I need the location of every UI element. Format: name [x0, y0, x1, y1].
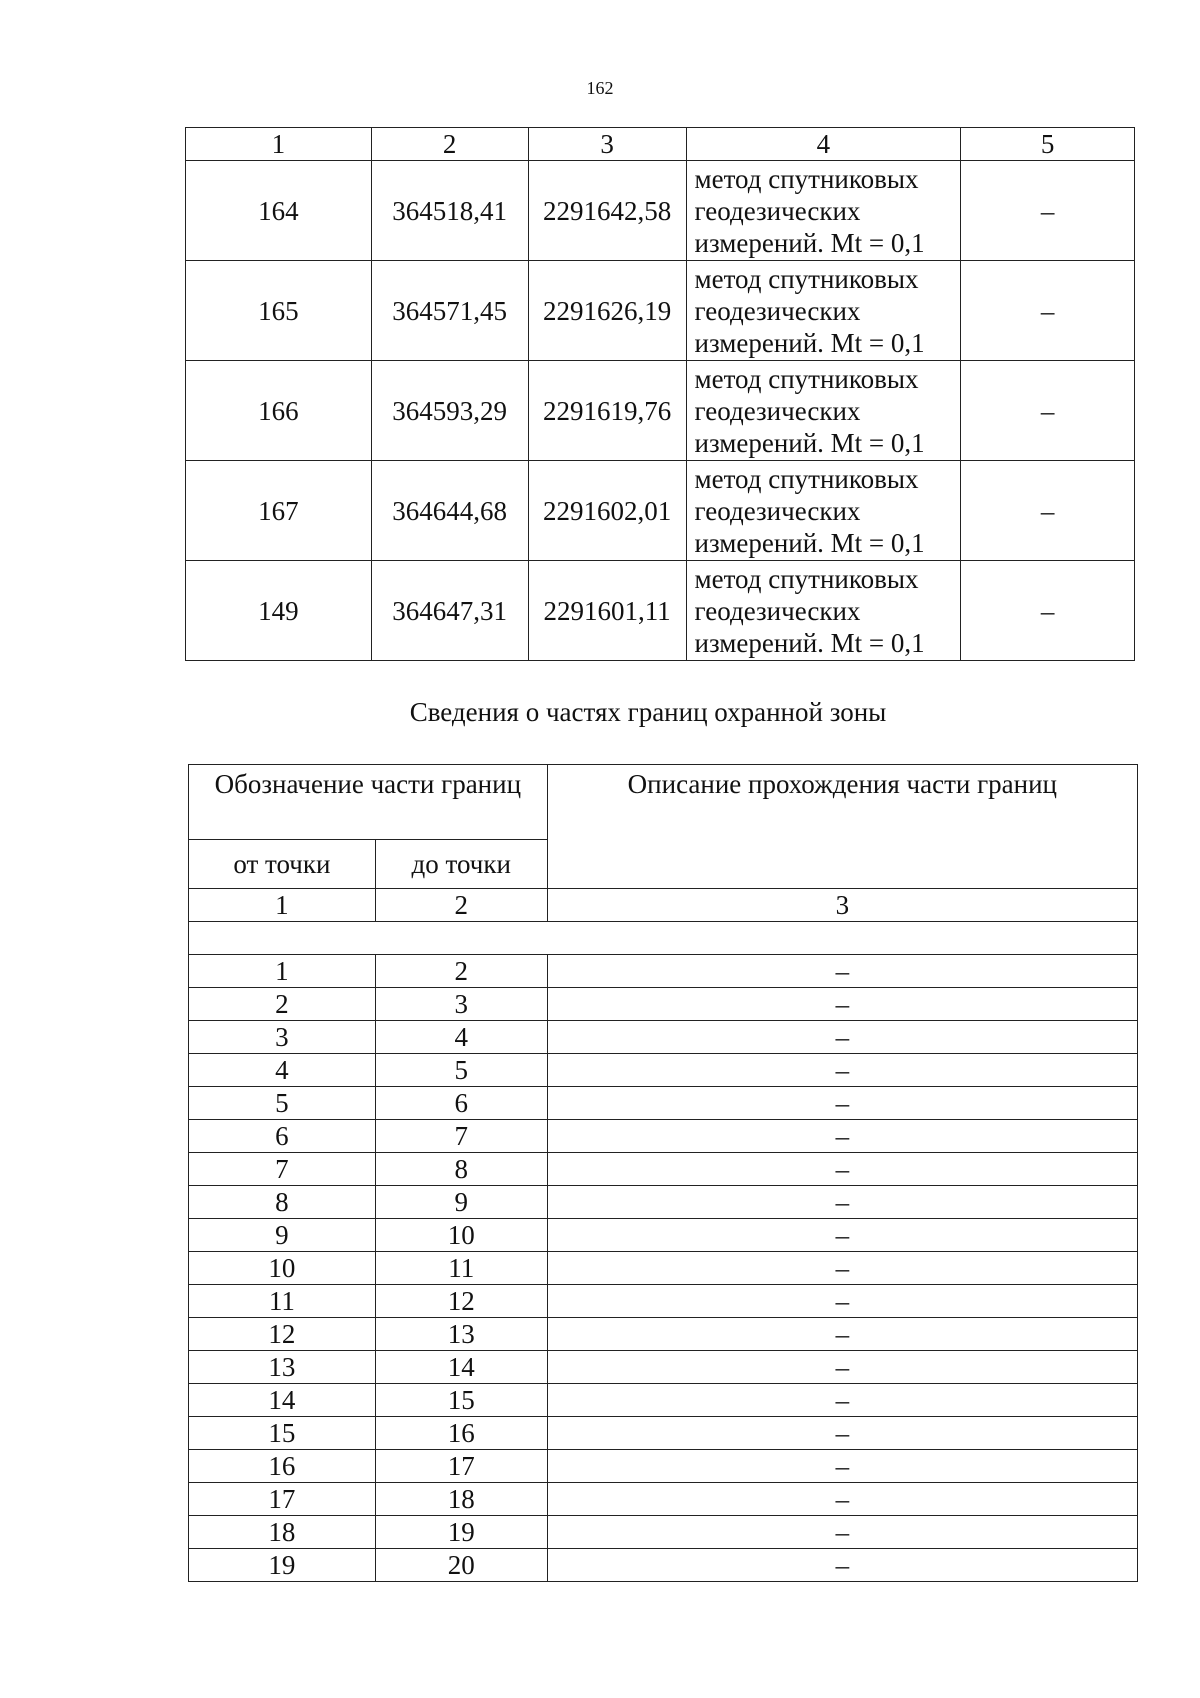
to-point: 10	[375, 1219, 547, 1252]
note: –	[961, 461, 1135, 561]
table-row	[189, 1516, 1138, 1549]
column-number-4: 4	[686, 128, 961, 161]
from-point: 6	[189, 1120, 376, 1153]
boundary-description: –	[547, 1186, 1137, 1219]
boundary-description: –	[547, 1516, 1137, 1549]
column-number-row	[189, 889, 1138, 922]
point-number: 166	[186, 361, 372, 461]
boundary-parts-table	[188, 764, 1138, 1582]
to-point: 16	[375, 1417, 547, 1450]
to-point: 18	[375, 1483, 547, 1516]
method-line: геодезических	[694, 295, 861, 326]
method-line: геодезических	[694, 595, 861, 626]
x-coordinate: 364518,41	[371, 161, 528, 261]
boundary-description: –	[547, 1120, 1137, 1153]
page-number: 162	[586, 78, 614, 98]
from-point: 2	[189, 988, 376, 1021]
method-line: геодезических	[694, 395, 861, 426]
table-row	[189, 1318, 1138, 1351]
from-point: 1	[189, 955, 376, 988]
method-line: геодезических	[694, 195, 861, 226]
table-row	[189, 1021, 1138, 1054]
table-row	[189, 1285, 1138, 1318]
to-point: 12	[375, 1285, 547, 1318]
method-line: метод спутниковых	[694, 563, 919, 594]
from-point: 16	[189, 1450, 376, 1483]
y-coordinate: 2291626,19	[528, 261, 686, 361]
method-line: метод спутниковых	[694, 263, 919, 294]
to-point: 15	[375, 1384, 547, 1417]
column-number-row	[186, 128, 1135, 161]
from-point: 17	[189, 1483, 376, 1516]
boundary-description: –	[547, 1219, 1137, 1252]
table-row	[189, 1087, 1138, 1120]
from-point: 5	[189, 1087, 376, 1120]
x-coordinate: 364644,68	[371, 461, 528, 561]
boundary-description: –	[547, 1153, 1137, 1186]
from-point: 13	[189, 1351, 376, 1384]
point-number: 165	[186, 261, 372, 361]
from-point: 3	[189, 1021, 376, 1054]
from-point: 10	[189, 1252, 376, 1285]
boundary-description: –	[547, 1417, 1137, 1450]
to-point: 6	[375, 1087, 547, 1120]
note: –	[961, 261, 1135, 361]
from-point: 8	[189, 1186, 376, 1219]
table-row	[189, 1351, 1138, 1384]
note: –	[961, 561, 1135, 661]
table-row	[189, 1549, 1138, 1582]
column-number-5: 5	[961, 128, 1135, 161]
table-row	[189, 1450, 1138, 1483]
table-row	[189, 1252, 1138, 1285]
method-line: измерений. Mt = 0,1	[694, 427, 925, 458]
note: –	[961, 161, 1135, 261]
table-row	[189, 1483, 1138, 1516]
table-row	[189, 1054, 1138, 1087]
boundary-description: –	[547, 1549, 1137, 1582]
header-description: Описание прохождения части границ	[547, 765, 1137, 889]
method-description	[686, 461, 961, 561]
y-coordinate: 2291642,58	[528, 161, 686, 261]
boundary-description: –	[547, 1021, 1137, 1054]
column-number-2: 2	[375, 889, 547, 922]
to-point: 8	[375, 1153, 547, 1186]
boundary-description: –	[547, 1318, 1137, 1351]
table-row	[189, 1219, 1138, 1252]
to-point: 9	[375, 1186, 547, 1219]
table-row	[186, 261, 1135, 361]
boundary-description: –	[547, 1054, 1137, 1087]
method-description	[686, 261, 961, 361]
boundary-description: –	[547, 1285, 1137, 1318]
to-point: 7	[375, 1120, 547, 1153]
method-description	[686, 561, 961, 661]
table-row	[186, 361, 1135, 461]
boundary-description: –	[547, 988, 1137, 1021]
boundary-description: –	[547, 1450, 1137, 1483]
boundary-description: –	[547, 1252, 1137, 1285]
table-row	[189, 1153, 1138, 1186]
method-line: измерений. Mt = 0,1	[694, 527, 925, 558]
y-coordinate: 2291602,01	[528, 461, 686, 561]
y-coordinate: 2291619,76	[528, 361, 686, 461]
boundary-description: –	[547, 1384, 1137, 1417]
point-number: 167	[186, 461, 372, 561]
column-number-3: 3	[528, 128, 686, 161]
from-point: 12	[189, 1318, 376, 1351]
boundary-description: –	[547, 1351, 1137, 1384]
method-line: метод спутниковых	[694, 163, 919, 194]
table-row	[189, 1186, 1138, 1219]
x-coordinate: 364571,45	[371, 261, 528, 361]
table-row	[186, 561, 1135, 661]
to-point: 17	[375, 1450, 547, 1483]
section-title: Сведения о частях границ охранной зоны	[409, 697, 887, 727]
to-point: 4	[375, 1021, 547, 1054]
from-point: 9	[189, 1219, 376, 1252]
from-point: 7	[189, 1153, 376, 1186]
to-point: 14	[375, 1351, 547, 1384]
boundary-description: –	[547, 955, 1137, 988]
table-row	[189, 955, 1138, 988]
method-line: геодезических	[694, 495, 861, 526]
method-line: метод спутниковых	[694, 463, 919, 494]
y-coordinate: 2291601,11	[528, 561, 686, 661]
point-number: 164	[186, 161, 372, 261]
header-designation: Обозначение части границ	[189, 765, 548, 840]
to-point: 2	[375, 955, 547, 988]
method-description	[686, 361, 961, 461]
blank-cell	[189, 922, 1138, 955]
to-point: 3	[375, 988, 547, 1021]
table-row	[189, 988, 1138, 1021]
boundary-description: –	[547, 1087, 1137, 1120]
method-line: метод спутниковых	[694, 363, 919, 394]
from-point: 11	[189, 1285, 376, 1318]
header-to-point: до точки	[375, 840, 547, 889]
to-point: 20	[375, 1549, 547, 1582]
column-number-1: 1	[186, 128, 372, 161]
coordinates-table	[185, 127, 1135, 661]
from-point: 18	[189, 1516, 376, 1549]
table-row	[186, 161, 1135, 261]
to-point: 13	[375, 1318, 547, 1351]
header-from-point: от точки	[189, 840, 376, 889]
x-coordinate: 364647,31	[371, 561, 528, 661]
from-point: 15	[189, 1417, 376, 1450]
to-point: 5	[375, 1054, 547, 1087]
method-line: измерений. Mt = 0,1	[694, 227, 925, 258]
boundary-description: –	[547, 1483, 1137, 1516]
table-row	[189, 1417, 1138, 1450]
blank-row	[189, 922, 1138, 955]
from-point: 14	[189, 1384, 376, 1417]
note: –	[961, 361, 1135, 461]
to-point: 11	[375, 1252, 547, 1285]
to-point: 19	[375, 1516, 547, 1549]
method-description	[686, 161, 961, 261]
from-point: 19	[189, 1549, 376, 1582]
table-row	[186, 461, 1135, 561]
method-line: измерений. Mt = 0,1	[694, 627, 925, 658]
column-number-1: 1	[189, 889, 376, 922]
method-line: измерений. Mt = 0,1	[694, 327, 925, 358]
column-number-3: 3	[547, 889, 1137, 922]
x-coordinate: 364593,29	[371, 361, 528, 461]
column-number-2: 2	[371, 128, 528, 161]
point-number: 149	[186, 561, 372, 661]
from-point: 4	[189, 1054, 376, 1087]
table-row	[189, 1384, 1138, 1417]
table-row	[189, 1120, 1138, 1153]
